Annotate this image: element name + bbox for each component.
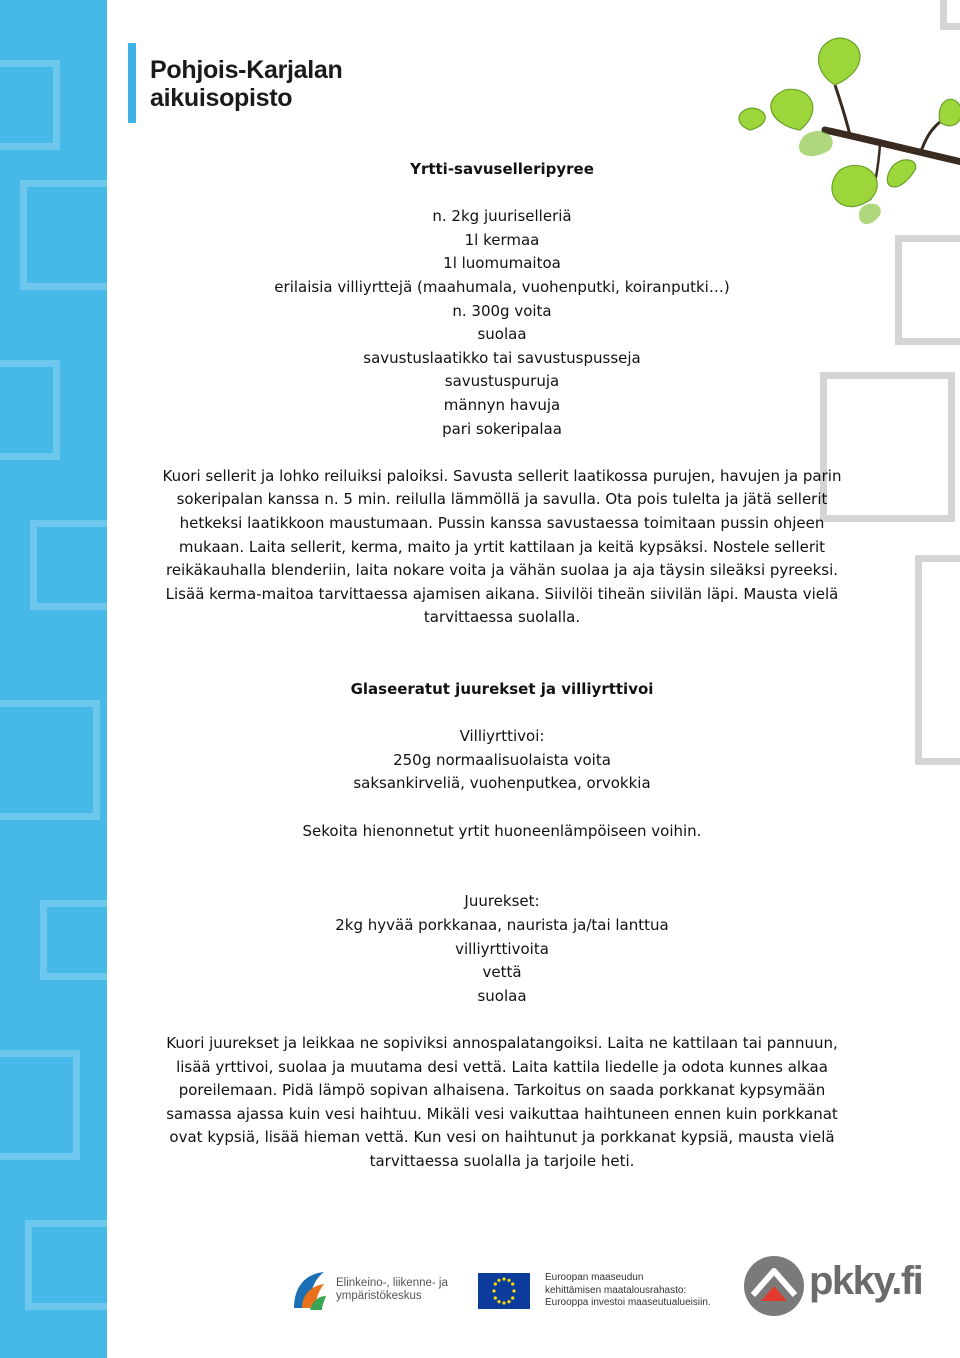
spacer — [140, 182, 864, 206]
ingredient-line: suolaa — [477, 986, 527, 1005]
deco-square — [20, 180, 107, 290]
instruction-line: hetkeksi laatikkoon maustumaan. Pussin kanssa savustaessa toimitaan pussin ohjeen — [179, 513, 825, 532]
pkky-logo — [743, 1255, 923, 1319]
instruction-line: sokeripalan kanssa n. 5 min. reilulla lämmöllä ja savulla. Ota pois tulelta ja jätä sellerit — [176, 490, 828, 509]
ely-logo — [290, 1268, 450, 1312]
ingredient-line: savustuslaatikko tai savustuspusseja — [363, 348, 641, 367]
ely-text-line1: Elinkeino-, liikenne- ja — [336, 1277, 448, 1289]
side-color-band — [0, 0, 107, 1358]
instruction-line: samassa ajassa kuin vesi haihtuu. Mikäli vesi vaikuttaa haihtuneen ennen kuin porkkanat — [166, 1104, 838, 1123]
deco-square — [0, 360, 60, 460]
eu-fund-text — [545, 1272, 711, 1310]
deco-square — [0, 1050, 80, 1160]
pkky-house-icon — [743, 1255, 805, 1317]
ingredient-line: pari sokeripalaa — [442, 419, 562, 438]
spacer — [140, 796, 864, 820]
ingredient-line: saksankirveliä, vuohenputkea, orvokkia — [353, 774, 651, 793]
instruction-line: reikäkauhalla blenderiin, laita nokare voita ja vähän suolaa ja aja täysin sileäksi pyreeksi. — [165, 561, 839, 580]
instruction-line: tarvittaessa suolalla ja tarjoile heti. — [369, 1151, 635, 1170]
ingredient-line: erilaisia villiyrttejä (maahumala, vuohenputki, koiranputki…) — [274, 277, 730, 296]
ingredient-line: n. 2kg juuriselleriä — [432, 207, 572, 226]
deco-square — [940, 0, 960, 30]
butter-instruction: Sekoita hienonnetut yrtit huoneenlämpöiseen voihin. — [302, 821, 702, 840]
recipe-1-instructions — [140, 465, 864, 630]
ingredient-line: 1l luomumaitoa — [443, 254, 561, 273]
instruction-line: ovat kypsiä, lisää hieman vettä. Kun vesi on haihtunut ja porkkanat kypsiä, mausta vielä — [169, 1128, 835, 1147]
ingredient-line: savustuspuruja — [444, 372, 560, 391]
ingredient-line: suolaa — [477, 325, 527, 344]
eu-text-line3: Eurooppa investoi maaseutualueisiin. — [545, 1297, 711, 1308]
eu-text-line1: Euroopan maaseudun — [545, 1272, 644, 1283]
instruction-line: tarvittaessa suolalla. — [423, 608, 581, 627]
instruction-line: Kuori sellerit ja lohko reiluiksi paloiksi. Savusta sellerit laatikossa purujen, havujen ja parin — [162, 466, 842, 485]
instruction-line: Lisää kerma-maitoa tarvittaessa ajamisen aikana. Siivilöi tiheän siivilän läpi. Mausta vielä — [165, 584, 839, 603]
ingredient-line: 250g normaalisuolaista voita — [393, 750, 611, 769]
logo-text-line1: Pohjois-Karjalan — [150, 56, 343, 84]
deco-square — [915, 555, 960, 765]
footer-logos — [285, 1255, 925, 1325]
instruction-line: mukaan. Laita sellerit, kerma, maito ja yrtit kattilaan ja keitä kypsäksi. Nostele sellerit — [178, 537, 826, 556]
recipe-2 — [140, 678, 864, 1173]
roots-heading: Juurekset: — [464, 892, 540, 911]
ely-mark-icon — [290, 1268, 328, 1312]
spacer — [140, 843, 864, 890]
spacer — [140, 1008, 864, 1032]
deco-square — [0, 60, 60, 150]
ingredient-line: männyn havuja — [443, 395, 561, 414]
logo-text-line2: aikuisopisto — [150, 84, 293, 112]
deco-square — [895, 235, 960, 345]
pkky-text: pkky.fi — [809, 1259, 923, 1303]
butter-heading: Villiyrttivoi: — [459, 727, 545, 746]
recipe-1-ingredients — [140, 205, 864, 441]
spacer — [140, 702, 864, 726]
deco-square — [30, 520, 107, 610]
ingredient-line: vettä — [482, 963, 522, 982]
deco-square — [0, 700, 100, 820]
instruction-line: Kuori juurekset ja leikkaa ne sopiviksi annospalatangoiksi. Laita ne kattilaan tai pannuun, — [166, 1033, 838, 1052]
deco-square — [40, 900, 107, 980]
recipe-2-title: Glaseeratut juurekset ja villiyrttivoi — [350, 680, 654, 698]
eu-text-line2: kehittämisen maatalousrahasto: — [545, 1284, 687, 1296]
ingredient-line: n. 300g voita — [452, 301, 552, 320]
ingredient-line: 2kg hyvää porkkanaa, naurista ja/tai lanttua — [335, 915, 669, 934]
recipe-1 — [140, 158, 864, 630]
eu-flag-icon — [478, 1273, 530, 1309]
instruction-line: lisää yrttivoi, suolaa ja muutama desi vettä. Laita kattila liedelle ja odota kunnes alkaa — [176, 1057, 828, 1076]
ely-text-line2: ympäristökeskus — [336, 1290, 422, 1302]
logo-bar — [128, 43, 136, 123]
deco-square — [25, 1220, 107, 1310]
instruction-line: poreilemaan. Pidä lämpö sopivan alhaisena. Tarkoitus on saada porkkanat kypsymään — [178, 1081, 826, 1100]
recipe-1-title: Yrtti-savuselleripyree — [410, 160, 594, 178]
ely-text — [336, 1277, 448, 1303]
ingredient-line: 1l kermaa — [464, 230, 540, 249]
spacer — [140, 441, 864, 465]
ingredient-line: villiyrttivoita — [455, 939, 549, 958]
